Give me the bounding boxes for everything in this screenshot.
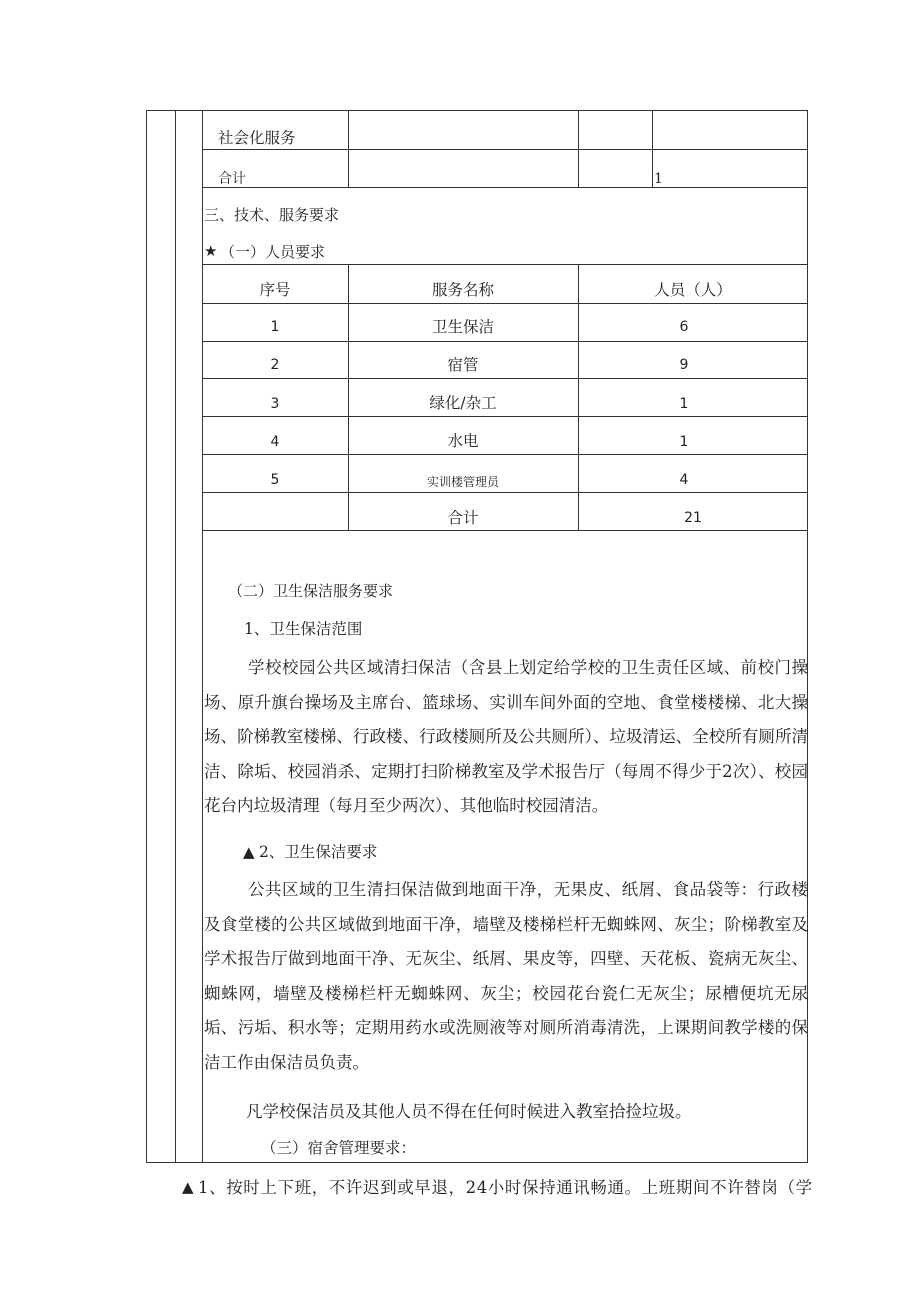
staff-total-value: 21 bbox=[684, 510, 702, 526]
staff-row-4-count: 1 bbox=[679, 434, 689, 450]
staff-row-1-name: 卫生保洁 bbox=[431, 318, 494, 336]
staff-row-3-name: 绿化/杂工 bbox=[429, 394, 497, 412]
staff-row-1-count: 6 bbox=[679, 319, 689, 335]
cleaning-requirements-text: 公共区域的卫生清扫保洁做到地面干净，无果皮、纸屑、食品袋等：行政楼及食堂楼的公共区域做到地面干净，墙壁及楼梯栏杆无蜘蛛网、灰尘；阶梯教室及学术报告厅做到地面干净、无灰尘、纸屑、果皮等，四壁、天花板、瓷病无灰尘、蜘蛛网，墙壁及楼梯栏杆无蜘蛛网、灰尘；校园花台瓷仁无灰尘；尿槽便坑无尿垢、污垢、积水等；定期用药水或洗厕液等对厕所消毒清洗，上课期间教学楼的保洁工作由保洁员负责。 bbox=[204, 880, 808, 1072]
staff-row-4-name: 水电 bbox=[447, 432, 479, 450]
staff-row-2-count: 9 bbox=[679, 357, 689, 373]
cleaning-note: 凡学校保洁员及其他人员不得在任何时候进入教室拾捡垃圾。 bbox=[246, 1102, 692, 1121]
top-table-total-value: 1 bbox=[654, 171, 663, 187]
staff-table-line-1 bbox=[202, 341, 808, 342]
staff-row-1-no: 1 bbox=[270, 319, 280, 335]
staff-requirements-heading: （一）人员要求 bbox=[220, 243, 326, 261]
staff-table-top-line bbox=[202, 264, 808, 265]
staff-total-label: 合计 bbox=[447, 509, 479, 527]
top-table-col-line-3 bbox=[652, 110, 653, 188]
staff-table-line-header bbox=[202, 303, 808, 304]
frame-left-line-2 bbox=[175, 110, 176, 1163]
cleaning-scope-paragraph bbox=[204, 651, 808, 824]
staff-row-5-name: 实训楼管理员 bbox=[426, 475, 499, 489]
star-mark: ★ bbox=[204, 242, 218, 260]
staff-row-4-no: 4 bbox=[270, 434, 280, 450]
frame-left-line-1 bbox=[146, 110, 147, 1163]
top-table-col-line-2 bbox=[578, 110, 579, 188]
top-table-label-social-service: 社会化服务 bbox=[218, 129, 296, 147]
staff-table-bottom-line bbox=[202, 530, 808, 531]
staff-header-no: 序号 bbox=[259, 281, 291, 299]
cleaning-requirements-paragraph bbox=[204, 873, 808, 1080]
top-table-bottom-line bbox=[202, 187, 808, 188]
staff-table-line-4 bbox=[202, 454, 808, 455]
staff-row-5-count: 4 bbox=[679, 472, 689, 488]
frame-top-line bbox=[146, 110, 808, 111]
staff-row-3-no: 3 bbox=[270, 396, 280, 412]
staff-table-line-3 bbox=[202, 416, 808, 417]
top-table-row-line bbox=[202, 149, 808, 150]
triangle-mark-dorm: ▲ bbox=[182, 1178, 194, 1196]
staff-row-2-name: 宿管 bbox=[447, 356, 479, 374]
top-table-col-line-1 bbox=[348, 110, 349, 188]
staff-row-5-no: 5 bbox=[270, 472, 280, 488]
frame-bottom-line bbox=[146, 1162, 808, 1163]
staff-header-name: 服务名称 bbox=[431, 281, 494, 299]
frame-left-line-3 bbox=[202, 110, 203, 1163]
cleaning-scope-text: 学校校园公共区域清扫保洁（含县上划定给学校的卫生责任区域、前校门操场、原升旗台操场及主席台、篮球场、实训车间外面的空地、食堂楼楼梯、北大操场、阶梯教室楼梯、行政楼、行政楼厕所及公共厕所）、垃圾清运、全校所有厕所清洁、除垢、校园消杀、定期打扫阶梯教室及学术报告厅（每周不得少于2次）、校园花台内垃圾清理（每月至少两次）、其他临时校园清洁。 bbox=[204, 658, 808, 815]
staff-header-count: 人员（人） bbox=[654, 281, 732, 299]
top-table-label-total: 合计 bbox=[218, 171, 246, 187]
staff-row-2-no: 2 bbox=[270, 357, 280, 373]
cleaning-requirements-title: 2、卫生保洁要求 bbox=[259, 843, 378, 861]
staff-table-line-2 bbox=[202, 378, 808, 379]
section3-heading: 三、技术、服务要求 bbox=[204, 206, 340, 224]
cleaning-heading: （二）卫生保洁服务要求 bbox=[228, 582, 394, 600]
cleaning-scope-title: 1、卫生保洁范围 bbox=[244, 620, 363, 638]
staff-row-3-count: 1 bbox=[679, 396, 689, 412]
staff-table-line-5 bbox=[202, 492, 808, 493]
dorm-item-1: 1、按时上下班，不许迟到或早退，24小时保持通讯畅通。上班期间不许替岗（学 bbox=[198, 1178, 813, 1197]
dorm-heading: （三）宿舍管理要求： bbox=[261, 1139, 417, 1157]
triangle-mark: ▲ bbox=[243, 843, 255, 861]
